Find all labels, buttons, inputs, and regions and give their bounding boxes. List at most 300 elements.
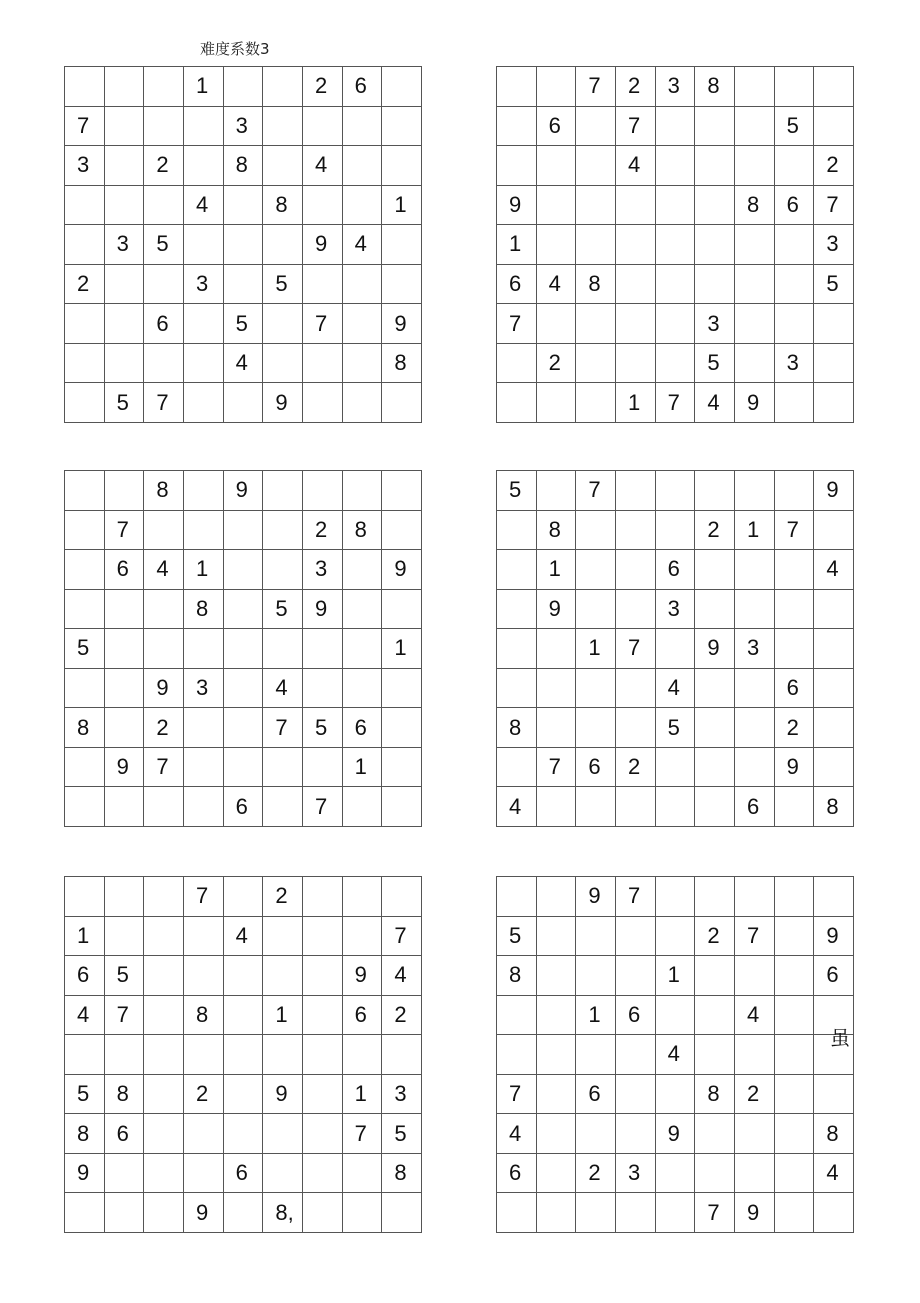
sudoku-cell xyxy=(382,511,422,551)
sudoku-cell: 7 xyxy=(814,186,854,226)
sudoku-cell xyxy=(775,265,815,305)
sudoku-cell xyxy=(537,669,577,709)
sudoku-cell xyxy=(775,956,815,996)
sudoku-cell: 1 xyxy=(343,1075,383,1115)
sudoku-cell xyxy=(735,1035,775,1075)
sudoku-cell: 3 xyxy=(184,265,224,305)
sudoku-cell xyxy=(656,146,696,186)
sudoku-cell xyxy=(105,629,145,669)
sudoku-cell xyxy=(695,748,735,788)
sudoku-cell: 3 xyxy=(105,225,145,265)
sudoku-cell xyxy=(343,265,383,305)
sudoku-cell: 5 xyxy=(65,629,105,669)
sudoku-cell: 1 xyxy=(537,550,577,590)
sudoku-cell: 2 xyxy=(537,344,577,384)
sudoku-cell: 1 xyxy=(735,511,775,551)
sudoku-cell xyxy=(105,877,145,917)
sudoku-cell: 7 xyxy=(144,383,184,423)
sudoku-grid-5 xyxy=(64,876,422,1233)
sudoku-cell: 4 xyxy=(735,996,775,1036)
sudoku-cell xyxy=(695,669,735,709)
sudoku-cell xyxy=(656,917,696,957)
sudoku-cell: 6 xyxy=(343,67,383,107)
sudoku-cell: 3 xyxy=(814,225,854,265)
sudoku-cell: 7 xyxy=(184,877,224,917)
sudoku-cell xyxy=(65,344,105,384)
sudoku-cell xyxy=(184,708,224,748)
sudoku-cell xyxy=(343,146,383,186)
sudoku-cell xyxy=(775,629,815,669)
sudoku-cell: 1 xyxy=(65,917,105,957)
sudoku-cell: 3 xyxy=(303,550,343,590)
sudoku-cell xyxy=(144,265,184,305)
sudoku-cell: 7 xyxy=(105,996,145,1036)
sudoku-cell xyxy=(105,471,145,511)
sudoku-cell xyxy=(263,1154,303,1194)
sudoku-cell xyxy=(576,1114,616,1154)
sudoku-cell xyxy=(184,629,224,669)
sudoku-cell: 6 xyxy=(144,304,184,344)
sudoku-cell: 4 xyxy=(184,186,224,226)
sudoku-cell xyxy=(224,590,264,630)
sudoku-cell xyxy=(382,146,422,186)
sudoku-cell xyxy=(695,996,735,1036)
sudoku-cell xyxy=(303,1114,343,1154)
sudoku-cell xyxy=(775,877,815,917)
sudoku-cell xyxy=(343,590,383,630)
sudoku-cell: 2 xyxy=(616,67,656,107)
sudoku-cell: 3 xyxy=(65,146,105,186)
sudoku-cell: 1 xyxy=(616,383,656,423)
sudoku-cell xyxy=(616,511,656,551)
sudoku-cell xyxy=(576,304,616,344)
sudoku-cell xyxy=(263,471,303,511)
sudoku-cell: 4 xyxy=(263,669,303,709)
sudoku-cell xyxy=(497,996,537,1036)
sudoku-cell: 9 xyxy=(65,1154,105,1194)
sudoku-cell xyxy=(537,1193,577,1233)
sudoku-cell xyxy=(537,471,577,511)
sudoku-cell xyxy=(65,1035,105,1075)
sudoku-cell xyxy=(343,669,383,709)
sudoku-cell: 4 xyxy=(343,225,383,265)
sudoku-cell: 8 xyxy=(224,146,264,186)
sudoku-cell xyxy=(303,917,343,957)
sudoku-cell xyxy=(65,225,105,265)
sudoku-cell xyxy=(343,550,383,590)
sudoku-cell: 5 xyxy=(382,1114,422,1154)
sudoku-cell xyxy=(382,471,422,511)
sudoku-cell xyxy=(616,787,656,827)
sudoku-cell xyxy=(263,146,303,186)
sudoku-cell xyxy=(497,1193,537,1233)
sudoku-cell xyxy=(303,669,343,709)
sudoku-grid-3 xyxy=(64,470,422,827)
sudoku-cell xyxy=(184,107,224,147)
sudoku-cell: 5 xyxy=(263,590,303,630)
sudoku-cell xyxy=(656,1075,696,1115)
sudoku-cell xyxy=(382,669,422,709)
sudoku-cell xyxy=(814,877,854,917)
sudoku-cell xyxy=(184,1154,224,1194)
sudoku-cell xyxy=(695,107,735,147)
sudoku-cell: 9 xyxy=(263,1075,303,1115)
sudoku-cell xyxy=(343,107,383,147)
sudoku-cell: 6 xyxy=(343,996,383,1036)
sudoku-cell: 4 xyxy=(224,344,264,384)
sudoku-cell xyxy=(814,708,854,748)
sudoku-cell: 9 xyxy=(382,304,422,344)
sudoku-cell: 9 xyxy=(303,590,343,630)
sudoku-cell xyxy=(576,225,616,265)
sudoku-cell: 2 xyxy=(65,265,105,305)
sudoku-cell xyxy=(65,877,105,917)
sudoku-cell: 7 xyxy=(105,511,145,551)
sudoku-cell: 7 xyxy=(303,787,343,827)
sudoku-cell xyxy=(184,146,224,186)
sudoku-cell xyxy=(144,590,184,630)
sudoku-cell: 4 xyxy=(656,1035,696,1075)
sudoku-cell xyxy=(105,146,145,186)
sudoku-cell xyxy=(303,1075,343,1115)
sudoku-cell: 6 xyxy=(224,1154,264,1194)
sudoku-cell: 6 xyxy=(497,1154,537,1194)
sudoku-cell: 2 xyxy=(144,146,184,186)
sudoku-cell xyxy=(382,107,422,147)
sudoku-cell xyxy=(497,344,537,384)
sudoku-cell xyxy=(735,107,775,147)
sudoku-cell xyxy=(343,1035,383,1075)
sudoku-cell: 5 xyxy=(497,471,537,511)
sudoku-cell xyxy=(343,917,383,957)
sudoku-cell xyxy=(184,956,224,996)
sudoku-cell xyxy=(616,550,656,590)
sudoku-cell xyxy=(576,590,616,630)
sudoku-cell xyxy=(814,344,854,384)
sudoku-cell: 4 xyxy=(303,146,343,186)
sudoku-cell xyxy=(775,471,815,511)
sudoku-cell xyxy=(814,107,854,147)
sudoku-cell xyxy=(303,1035,343,1075)
sudoku-cell: 8, xyxy=(263,1193,303,1233)
sudoku-cell xyxy=(105,708,145,748)
sudoku-cell xyxy=(65,590,105,630)
sudoku-cell: 2 xyxy=(735,1075,775,1115)
sudoku-cell xyxy=(263,225,303,265)
sudoku-cell: 1 xyxy=(263,996,303,1036)
sudoku-cell: 4 xyxy=(497,1114,537,1154)
sudoku-cell: 5 xyxy=(65,1075,105,1115)
sudoku-cell xyxy=(303,1193,343,1233)
sudoku-cell xyxy=(775,304,815,344)
sudoku-cell xyxy=(775,1035,815,1075)
sudoku-cell xyxy=(144,629,184,669)
page-title: 难度系数3 xyxy=(200,40,270,58)
sudoku-cell: 5 xyxy=(263,265,303,305)
sudoku-cell: 3 xyxy=(184,669,224,709)
sudoku-cell xyxy=(184,471,224,511)
sudoku-cell xyxy=(537,1035,577,1075)
sudoku-cell: 6 xyxy=(65,956,105,996)
sudoku-cell xyxy=(537,708,577,748)
sudoku-cell xyxy=(65,787,105,827)
sudoku-cell xyxy=(616,344,656,384)
sudoku-cell xyxy=(814,629,854,669)
sudoku-cell: 6 xyxy=(775,669,815,709)
sudoku-cell xyxy=(735,590,775,630)
sudoku-cell xyxy=(105,344,145,384)
sudoku-cell xyxy=(263,1114,303,1154)
sudoku-cell xyxy=(735,146,775,186)
sudoku-cell xyxy=(497,107,537,147)
sudoku-cell xyxy=(537,67,577,107)
sudoku-cell xyxy=(576,550,616,590)
sudoku-cell xyxy=(497,383,537,423)
sudoku-cell: 7 xyxy=(497,304,537,344)
sudoku-cell xyxy=(343,344,383,384)
sudoku-cell xyxy=(144,511,184,551)
sudoku-cell: 2 xyxy=(303,67,343,107)
sudoku-cell: 7 xyxy=(263,708,303,748)
sudoku-cell: 7 xyxy=(735,917,775,957)
sudoku-cell xyxy=(775,225,815,265)
sudoku-cell xyxy=(497,669,537,709)
sudoku-cell: 4 xyxy=(616,146,656,186)
sudoku-cell: 4 xyxy=(695,383,735,423)
sudoku-cell xyxy=(144,1193,184,1233)
sudoku-cell: 9 xyxy=(576,877,616,917)
sudoku-cell xyxy=(537,225,577,265)
sudoku-cell: 9 xyxy=(382,550,422,590)
sudoku-cell xyxy=(105,1193,145,1233)
sudoku-cell xyxy=(224,383,264,423)
sudoku-cell: 5 xyxy=(497,917,537,957)
sudoku-cell xyxy=(184,787,224,827)
sudoku-cell xyxy=(105,265,145,305)
sudoku-cell: 7 xyxy=(695,1193,735,1233)
sudoku-cell: 6 xyxy=(105,1114,145,1154)
sudoku-cell: 9 xyxy=(537,590,577,630)
sudoku-cell xyxy=(144,1035,184,1075)
sudoku-cell: 3 xyxy=(224,107,264,147)
sudoku-cell xyxy=(537,629,577,669)
sudoku-cell xyxy=(775,590,815,630)
sudoku-cell xyxy=(343,787,383,827)
sudoku-cell xyxy=(537,956,577,996)
sudoku-cell xyxy=(263,787,303,827)
sudoku-cell xyxy=(537,1114,577,1154)
sudoku-cell: 7 xyxy=(382,917,422,957)
sudoku-cell xyxy=(497,748,537,788)
sudoku-cell xyxy=(735,708,775,748)
sudoku-grid-6 xyxy=(496,876,854,1233)
sudoku-cell xyxy=(144,917,184,957)
sudoku-cell xyxy=(497,629,537,669)
sudoku-cell xyxy=(184,225,224,265)
sudoku-cell xyxy=(105,917,145,957)
sudoku-cell xyxy=(656,107,696,147)
sudoku-cell xyxy=(576,1193,616,1233)
sudoku-cell xyxy=(303,956,343,996)
sudoku-cell xyxy=(343,1154,383,1194)
sudoku-cell xyxy=(735,265,775,305)
sudoku-cell xyxy=(65,550,105,590)
sudoku-cell: 9 xyxy=(814,917,854,957)
sudoku-cell xyxy=(735,471,775,511)
sudoku-cell xyxy=(303,186,343,226)
sudoku-cell xyxy=(576,1035,616,1075)
sudoku-cell xyxy=(656,787,696,827)
sudoku-cell xyxy=(65,383,105,423)
sudoku-cell: 1 xyxy=(184,67,224,107)
sudoku-cell: 2 xyxy=(576,1154,616,1194)
sudoku-cell: 3 xyxy=(616,1154,656,1194)
sudoku-cell xyxy=(184,344,224,384)
sudoku-cell: 9 xyxy=(656,1114,696,1154)
sudoku-cell: 2 xyxy=(775,708,815,748)
sudoku-cell: 6 xyxy=(537,107,577,147)
sudoku-cell xyxy=(735,550,775,590)
sudoku-cell: 9 xyxy=(144,669,184,709)
sudoku-cell: 5 xyxy=(105,956,145,996)
sudoku-cell: 5 xyxy=(303,708,343,748)
stray-character: 虽 xyxy=(830,1026,850,1050)
sudoku-cell xyxy=(656,996,696,1036)
sudoku-cell: 8 xyxy=(184,996,224,1036)
sudoku-cell xyxy=(343,471,383,511)
sudoku-cell xyxy=(735,669,775,709)
sudoku-cell: 3 xyxy=(656,67,696,107)
sudoku-cell: 8 xyxy=(65,708,105,748)
sudoku-cell xyxy=(735,304,775,344)
sudoku-cell xyxy=(576,107,616,147)
sudoku-cell xyxy=(656,629,696,669)
sudoku-cell xyxy=(814,669,854,709)
sudoku-cell xyxy=(656,1193,696,1233)
sudoku-cell xyxy=(224,996,264,1036)
sudoku-cell xyxy=(576,669,616,709)
sudoku-cell xyxy=(144,877,184,917)
sudoku-cell: 6 xyxy=(105,550,145,590)
sudoku-cell: 3 xyxy=(735,629,775,669)
sudoku-cell: 6 xyxy=(656,550,696,590)
sudoku-cell: 3 xyxy=(695,304,735,344)
sudoku-cell: 6 xyxy=(224,787,264,827)
sudoku-cell xyxy=(224,67,264,107)
sudoku-cell xyxy=(775,917,815,957)
sudoku-cell xyxy=(814,67,854,107)
sudoku-cell xyxy=(616,590,656,630)
sudoku-cell: 9 xyxy=(263,383,303,423)
sudoku-cell xyxy=(65,67,105,107)
sudoku-cell xyxy=(735,344,775,384)
sudoku-cell: 2 xyxy=(263,877,303,917)
sudoku-cell xyxy=(303,471,343,511)
sudoku-cell xyxy=(616,186,656,226)
sudoku-cell xyxy=(224,748,264,788)
sudoku-cell: 4 xyxy=(144,550,184,590)
sudoku-cell xyxy=(105,787,145,827)
sudoku-cell xyxy=(184,1035,224,1075)
sudoku-cell xyxy=(576,511,616,551)
sudoku-cell xyxy=(343,1193,383,1233)
sudoku-cell: 7 xyxy=(537,748,577,788)
sudoku-cell xyxy=(144,1114,184,1154)
sudoku-cell xyxy=(814,304,854,344)
sudoku-cell: 8 xyxy=(382,344,422,384)
sudoku-cell xyxy=(775,1154,815,1194)
sudoku-cell xyxy=(616,225,656,265)
sudoku-cell xyxy=(303,1154,343,1194)
sudoku-cell xyxy=(382,787,422,827)
sudoku-cell xyxy=(695,146,735,186)
sudoku-cell xyxy=(537,877,577,917)
sudoku-cell: 2 xyxy=(144,708,184,748)
sudoku-cell xyxy=(382,265,422,305)
sudoku-cell: 5 xyxy=(814,265,854,305)
sudoku-cell: 1 xyxy=(576,629,616,669)
sudoku-cell xyxy=(184,748,224,788)
sudoku-cell: 9 xyxy=(695,629,735,669)
sudoku-cell xyxy=(735,748,775,788)
sudoku-cell: 9 xyxy=(105,748,145,788)
sudoku-cell xyxy=(814,1075,854,1115)
sudoku-cell xyxy=(343,383,383,423)
sudoku-cell xyxy=(537,146,577,186)
sudoku-cell: 8 xyxy=(814,787,854,827)
sudoku-cell xyxy=(616,956,656,996)
sudoku-cell xyxy=(537,383,577,423)
sudoku-cell: 4 xyxy=(497,787,537,827)
sudoku-cell xyxy=(695,550,735,590)
sudoku-cell: 7 xyxy=(616,877,656,917)
sudoku-cell xyxy=(263,67,303,107)
sudoku-cell xyxy=(303,877,343,917)
sudoku-cell xyxy=(537,917,577,957)
sudoku-cell xyxy=(537,1154,577,1194)
sudoku-cell xyxy=(656,304,696,344)
sudoku-cell xyxy=(105,67,145,107)
sudoku-cell: 9 xyxy=(303,225,343,265)
sudoku-cell xyxy=(224,225,264,265)
sudoku-cell xyxy=(656,511,696,551)
sudoku-cell xyxy=(695,708,735,748)
sudoku-cell xyxy=(695,956,735,996)
sudoku-cell: 1 xyxy=(656,956,696,996)
sudoku-cell xyxy=(735,1114,775,1154)
sudoku-cell xyxy=(695,1035,735,1075)
sudoku-cell xyxy=(184,917,224,957)
sudoku-cell: 9 xyxy=(224,471,264,511)
sudoku-cell: 1 xyxy=(184,550,224,590)
sudoku-cell xyxy=(263,107,303,147)
sudoku-cell: 6 xyxy=(343,708,383,748)
sudoku-cell xyxy=(656,1154,696,1194)
sudoku-cell: 9 xyxy=(343,956,383,996)
sudoku-cell xyxy=(576,708,616,748)
sudoku-cell xyxy=(497,146,537,186)
sudoku-cell xyxy=(735,1154,775,1194)
sudoku-cell xyxy=(224,1193,264,1233)
sudoku-cell: 4 xyxy=(382,956,422,996)
sudoku-cell xyxy=(695,787,735,827)
sudoku-cell: 8 xyxy=(343,511,383,551)
sudoku-cell xyxy=(184,304,224,344)
sudoku-cell xyxy=(224,1035,264,1075)
sudoku-cell xyxy=(224,265,264,305)
sudoku-cell: 2 xyxy=(695,511,735,551)
sudoku-cell xyxy=(343,629,383,669)
